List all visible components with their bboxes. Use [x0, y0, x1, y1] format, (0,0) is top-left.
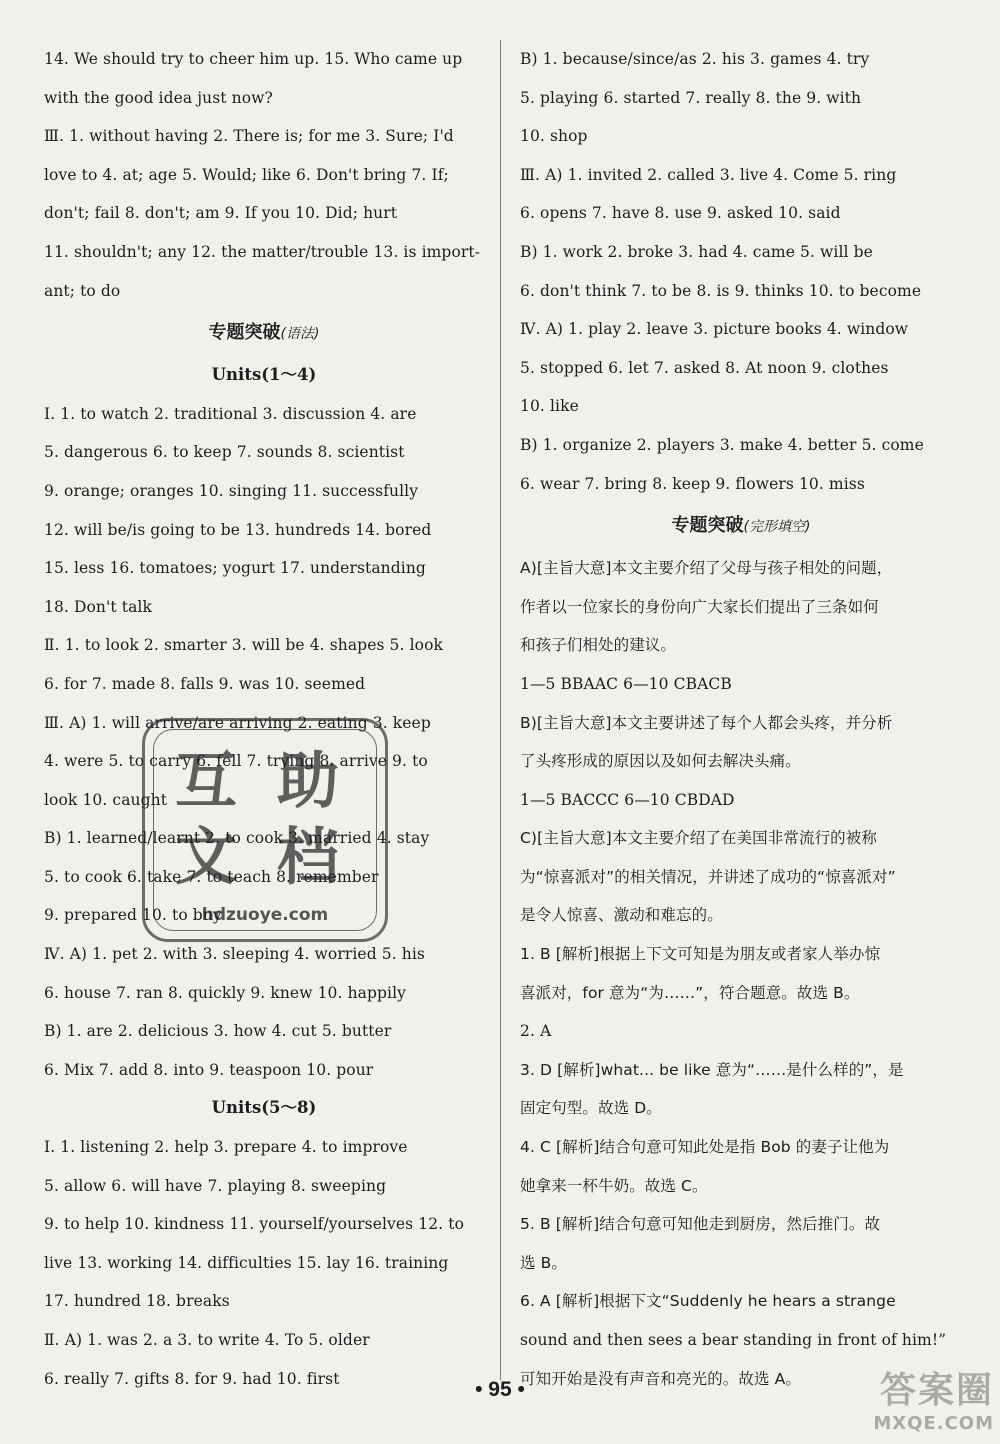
answer-line: 了头疼形成的原因以及如何去解决头痛。: [520, 752, 801, 771]
answer-line: B) 1. because/since/as 2. his 3. games 4. try: [520, 50, 870, 68]
answer-line: 14. We should try to cheer him up. 15. Who came up: [44, 50, 463, 68]
answer-line: look 10. caught: [44, 790, 168, 809]
units-1-4-title: Units(1～4): [211, 365, 317, 385]
section-title-text: 专题突破: [208, 322, 281, 344]
watermark-stamp: [142, 718, 388, 942]
answer-line: love to 4. at; age 5. Would; like 6. Don't bring 7. If;: [44, 165, 449, 184]
answer-line: 6. A [解析]根据下文“Suddenly he hears a strange: [520, 1292, 896, 1311]
left-answers-block-a: [44, 40, 484, 310]
answer-line: Ⅰ. 1. listening 2. help 3. prepare 4. to improve: [44, 1138, 408, 1157]
answer-line: 可知开始是没有声音和亮光的。故选 A。: [520, 1369, 801, 1388]
answer-line: 1—5 BBAAC 6—10 CBACB: [520, 674, 732, 693]
answer-line: 11. shouldn't; any 12. the matter/trouble 13. is import-: [44, 242, 481, 261]
answer-line: 为“惊喜派对”的相关情况，并讲述了成功的“惊喜派对”: [520, 867, 896, 886]
answer-line: don't; fail 8. don't; am 9. If you 10. Did; hurt: [44, 204, 398, 223]
section-title-cloze: [520, 503, 962, 549]
right-answers-block-b: [520, 549, 962, 1398]
answer-line: 3. D [解析]what... be like 意为“……是什么样的”，是: [520, 1060, 904, 1079]
answer-line: Ⅳ. A) 1. pet 2. with 3. sleeping 4. worried 5. his: [44, 945, 425, 964]
answer-line: 5. stopped 6. let 7. asked 8. At noon 9. clothes: [520, 358, 889, 377]
answer-line: 5. to cook 6. take 7. to teach 8. remember: [44, 867, 379, 886]
answer-line: Ⅲ. A) 1. invited 2. called 3. live 4. Come 5. ring: [520, 165, 897, 184]
answer-line: ant; to do: [44, 281, 121, 300]
answer-line: 5. B [解析]结合句意可知他走到厨房，然后推门。故: [520, 1215, 881, 1234]
answer-line: 5. allow 6. will have 7. playing 8. sweeping: [44, 1176, 387, 1195]
answer-line: Ⅲ. A) 1. will arrive/are arriving 2. eating 3. keep: [44, 713, 431, 732]
answer-line: 15. less 16. tomatoes; yogurt 17. understanding: [44, 559, 426, 578]
answer-line: 10. like: [520, 397, 579, 416]
answer-line: 她拿来一杯牛奶。故选 C。: [520, 1176, 708, 1195]
left-answers-block-c: [44, 1128, 484, 1398]
answer-line: 9. to help 10. kindness 11. yourself/yourselves 12. to: [44, 1215, 465, 1234]
answer-line: 12. will be/is going to be 13. hundreds 14. bored: [44, 520, 432, 539]
answer-line: 4. were 5. to carry 6. fell 7. trying 8. arrive 9. to: [44, 752, 428, 771]
answer-line: 和孩子们相处的建议。: [520, 636, 677, 655]
page-number: • 95 •: [475, 1378, 525, 1401]
answer-line: 6. Mix 7. add 8. into 9. teaspoon 10. pour: [44, 1060, 374, 1079]
section-title-grammar: [44, 310, 484, 356]
answer-line: B)[主旨大意]本文主要讲述了每个人都会头疼，并分析: [520, 713, 893, 732]
units-5-8-title: Units(5～8): [211, 1098, 317, 1118]
watermark-char: 文: [175, 820, 238, 893]
answer-line: 6. house 7. ran 8. quickly 9. knew 10. happily: [44, 983, 407, 1002]
answer-line: 9. prepared 10. to buy: [44, 906, 222, 925]
answer-line: 6. don't think 7. to be 8. is 9. thinks 10. to become: [520, 281, 922, 300]
answer-line: 10. shop: [520, 127, 588, 146]
column-divider: [500, 40, 501, 1380]
section-title-subtitle: (语法): [280, 326, 320, 343]
answer-line: 作者以一位家长的身份向广大家长们提出了三条如何: [520, 597, 879, 616]
section-title-subtitle: (完形填空): [743, 519, 811, 536]
answer-line: Ⅰ. 1. to watch 2. traditional 3. discussion 4. are: [44, 404, 417, 423]
answer-line: Ⅳ. A) 1. play 2. leave 3. picture books 4. window: [520, 320, 909, 339]
answer-line: B) 1. are 2. delicious 3. how 4. cut 5. butter: [44, 1022, 392, 1041]
answer-line: 是令人惊喜、激动和难忘的。: [520, 906, 723, 925]
answer-line: B) 1. learned/learnt 2. to cook 3. married 4. stay: [44, 829, 430, 848]
answer-line: sound and then sees a bear standing in front of him!”: [520, 1331, 947, 1349]
answer-line: 1—5 BACCC 6—10 CBDAD: [520, 790, 735, 809]
answer-line: 5. playing 6. started 7. really 8. the 9. with: [520, 88, 862, 107]
answer-line: Ⅱ. 1. to look 2. smarter 3. will be 4. shapes 5. look: [44, 636, 443, 655]
watermark-char: 互: [175, 744, 238, 817]
answer-line: 固定句型。故选 D。: [520, 1099, 662, 1118]
watermark-char: 助: [277, 744, 340, 817]
answer-line: 9. orange; oranges 10. singing 11. successfully: [44, 481, 419, 500]
answer-line: with the good idea just now?: [44, 88, 273, 107]
answer-line: 6. opens 7. have 8. use 9. asked 10. said: [520, 204, 841, 223]
answer-line: 1. B [解析]根据上下文可知是为朋友或者家人举办惊: [520, 945, 881, 964]
answer-line: 18. Don't talk: [44, 597, 152, 616]
answer-line: 6. really 7. gifts 8. for 9. had 10. first: [44, 1369, 340, 1388]
right-answers-block-a: [520, 40, 962, 503]
section-title-text: 专题突破: [671, 515, 744, 537]
answer-line: 6. wear 7. bring 8. keep 9. flowers 10. miss: [520, 474, 865, 493]
answer-line: 喜派对，for 意为“为……”，符合题意。故选 B。: [520, 983, 860, 1002]
answer-line: B) 1. organize 2. players 3. make 4. better 5. come: [520, 435, 924, 454]
answer-line: live 13. working 14. difficulties 15. lay 16. training: [44, 1253, 449, 1272]
answer-line: Ⅲ. 1. without having 2. There is; for me 3. Sure; I'd: [44, 127, 454, 146]
answer-line: 5. dangerous 6. to keep 7. sounds 8. scientist: [44, 443, 405, 462]
answer-line: 4. C [解析]结合句意可知此处是指 Bob 的妻子让他为: [520, 1138, 890, 1157]
answer-line: 选 B。: [520, 1253, 567, 1272]
watermark-url: hdzuoye.com: [201, 905, 329, 925]
right-column: [520, 40, 962, 1398]
answer-line: 6. for 7. made 8. falls 9. was 10. seemed: [44, 674, 366, 693]
answer-line: Ⅱ. A) 1. was 2. a 3. to write 4. To 5. older: [44, 1331, 370, 1349]
answer-line: 17. hundred 18. breaks: [44, 1292, 230, 1311]
corner-logo-text: 答案圈: [879, 1370, 994, 1411]
corner-logo-url: MXQE.COM: [873, 1413, 994, 1434]
corner-watermark-logo: [844, 1362, 994, 1438]
answer-line: B) 1. work 2. broke 3. had 4. came 5. will be: [520, 242, 873, 261]
watermark-char: 档: [277, 820, 340, 893]
answer-line: 2. A: [520, 1022, 552, 1041]
answer-line: A)[主旨大意]本文主要介绍了父母与孩子相处的问题，: [520, 559, 893, 578]
answer-line: C)[主旨大意]本文主要介绍了在美国非常流行的被称: [520, 829, 877, 848]
